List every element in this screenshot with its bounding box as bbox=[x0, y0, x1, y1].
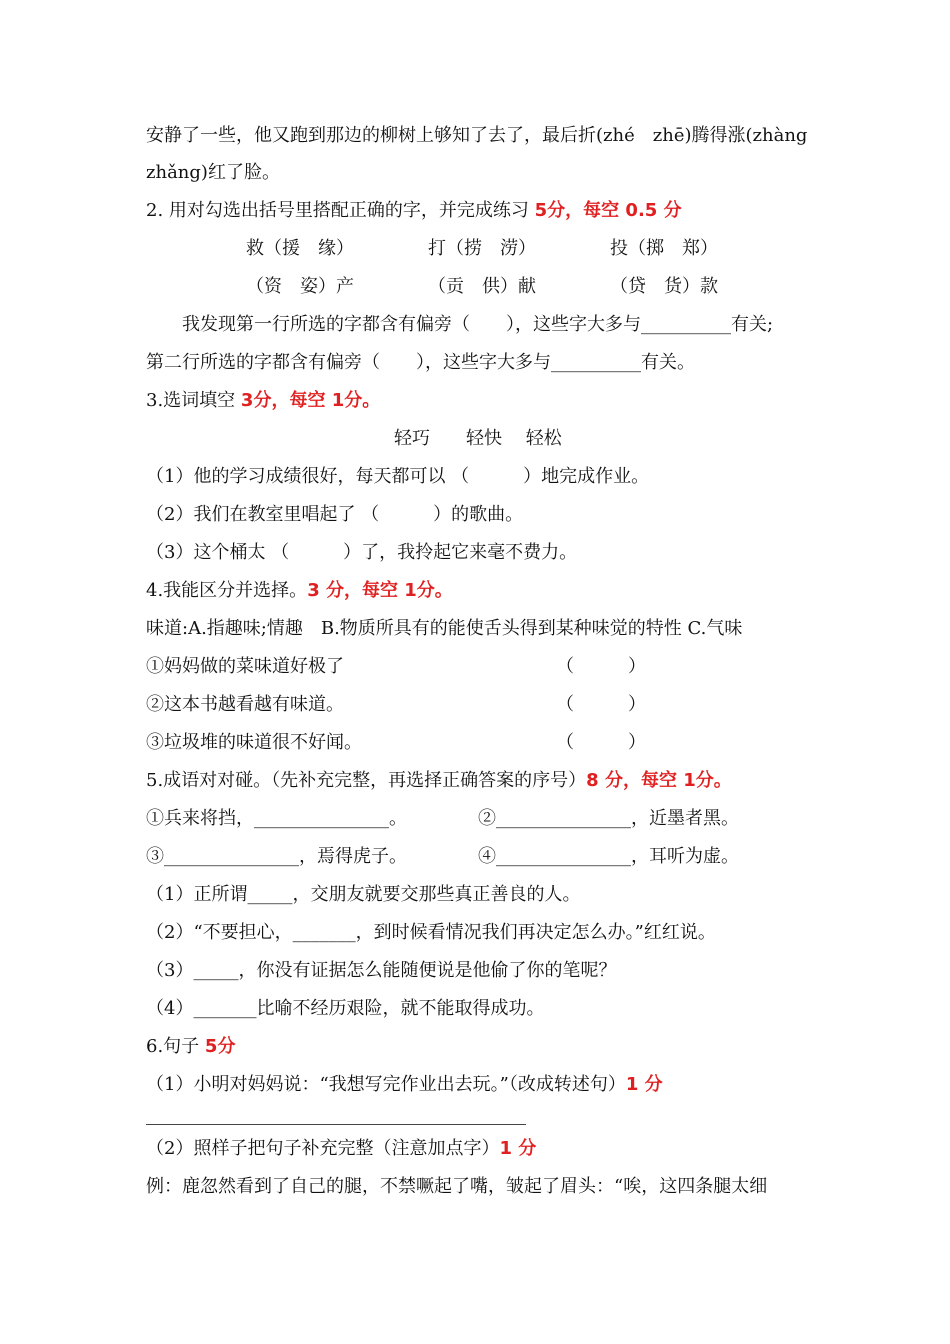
intro-line-2: zhǎng)红了脸。 bbox=[146, 162, 280, 183]
q6-item-1-text: （1）小明对妈妈说：“我想写完作业出去玩。”（改成转述句） bbox=[146, 1074, 626, 1095]
q3-title: 3.选词填空 bbox=[146, 390, 236, 411]
q6-title: 6.句子 bbox=[146, 1036, 200, 1057]
q4-item-text: ③垃圾堆的味道很不好闻。 bbox=[146, 732, 362, 753]
q5-idiom: ①兵来将挡，_______________。 bbox=[146, 808, 407, 829]
q5-score: 8 分，每空 1分。 bbox=[586, 770, 732, 791]
q5-item: （2）“不要担心，_______，到时候看情况我们再决定怎么办。”红红说。 bbox=[146, 922, 716, 943]
q4-score: 3 分，每空 1分。 bbox=[307, 580, 453, 601]
q2-row1-item: 打（捞 涝） bbox=[428, 238, 536, 259]
q6-item-1-score: 1 分 bbox=[625, 1074, 663, 1095]
q4-item-text: ①妈妈做的菜味道好极了 bbox=[146, 656, 344, 677]
answer-line bbox=[146, 1124, 526, 1125]
q3-word-bank: 轻巧 轻快 轻松 bbox=[394, 428, 562, 449]
q2-row1-item: 救（援 缘） bbox=[246, 238, 354, 259]
q4-item-blank: （ ） bbox=[556, 732, 646, 753]
q6-item-2-score: 1 分 bbox=[499, 1138, 537, 1159]
q5-item: （3）_____，你没有证据怎么能随便说是他偷了你的笔呢？ bbox=[146, 960, 617, 981]
q3-item: （1）他的学习成绩很好，每天都可以 （ ）地完成作业。 bbox=[146, 466, 650, 487]
q2-heading bbox=[146, 198, 682, 224]
q2-text-2: 第二行所选的字都含有偏旁（ ），这些字大多与__________有关。 bbox=[146, 352, 695, 373]
q3-item: （2）我们在教室里唱起了 （ ）的歌曲。 bbox=[146, 504, 524, 525]
q5-item: （4）_______比喻不经历艰险，就不能取得成功。 bbox=[146, 998, 545, 1019]
q2-title: 2. 用对勾选出括号里搭配正确的字，并完成练习 bbox=[146, 200, 529, 221]
q4-heading bbox=[146, 578, 453, 604]
q5-idiom: ③_______________，焉得虎子。 bbox=[146, 846, 407, 867]
intro-line-1: 安静了一些，他又跑到那边的柳树上够知了去了，最后折(zhé zhē)腾得涨(zhàng bbox=[146, 125, 808, 146]
q6-item-2-text: （2）照样子把句子补充完整（注意加点字） bbox=[146, 1138, 500, 1159]
q2-row2-item: （贡 供）献 bbox=[428, 276, 536, 297]
q3-item: （3）这个桶太 （ ）了，我拎起它来毫不费力。 bbox=[146, 542, 578, 563]
q5-heading bbox=[146, 768, 732, 794]
q6-score: 5分 bbox=[204, 1036, 236, 1057]
q4-title: 4.我能区分并选择。 bbox=[146, 580, 308, 601]
q4-item-blank: （ ） bbox=[556, 656, 646, 677]
q4-definition: 味道:A.指趣味;情趣 B.物质所具有的能使舌头得到某种味觉的特性 C.气味 bbox=[146, 618, 743, 639]
q5-item: （1）正所谓_____，交朋友就要交那些真正善良的人。 bbox=[146, 884, 581, 905]
q5-idiom: ②_______________，近墨者黑。 bbox=[478, 808, 739, 829]
q5-title: 5.成语对对碰。（先补充完整，再选择正确答案的序号） bbox=[146, 770, 587, 791]
q3-heading bbox=[146, 388, 380, 414]
q6-heading bbox=[146, 1034, 235, 1060]
q6-example: 例：鹿忽然看到了自己的腿，不禁噘起了嘴，皱起了眉头：“唉，这四条腿太细 bbox=[146, 1176, 768, 1197]
q2-row1-item: 投（掷 郑） bbox=[610, 238, 718, 259]
q6-item-2 bbox=[146, 1136, 536, 1162]
q2-row2-item: （资 姿）产 bbox=[246, 276, 354, 297]
q4-item-text: ②这本书越看越有味道。 bbox=[146, 694, 344, 715]
q3-score: 3分，每空 1分。 bbox=[240, 390, 381, 411]
q5-idiom: ④_______________，耳听为虚。 bbox=[478, 846, 739, 867]
q2-row2-item: （贷 货）款 bbox=[610, 276, 718, 297]
q2-text-1: 我发现第一行所选的字都含有偏旁（ ），这些字大多与__________有关; bbox=[182, 314, 774, 335]
q4-item-blank: （ ） bbox=[556, 694, 646, 715]
q2-score: 5分，每空 0.5 分 bbox=[534, 200, 682, 221]
q6-item-1 bbox=[146, 1072, 663, 1098]
